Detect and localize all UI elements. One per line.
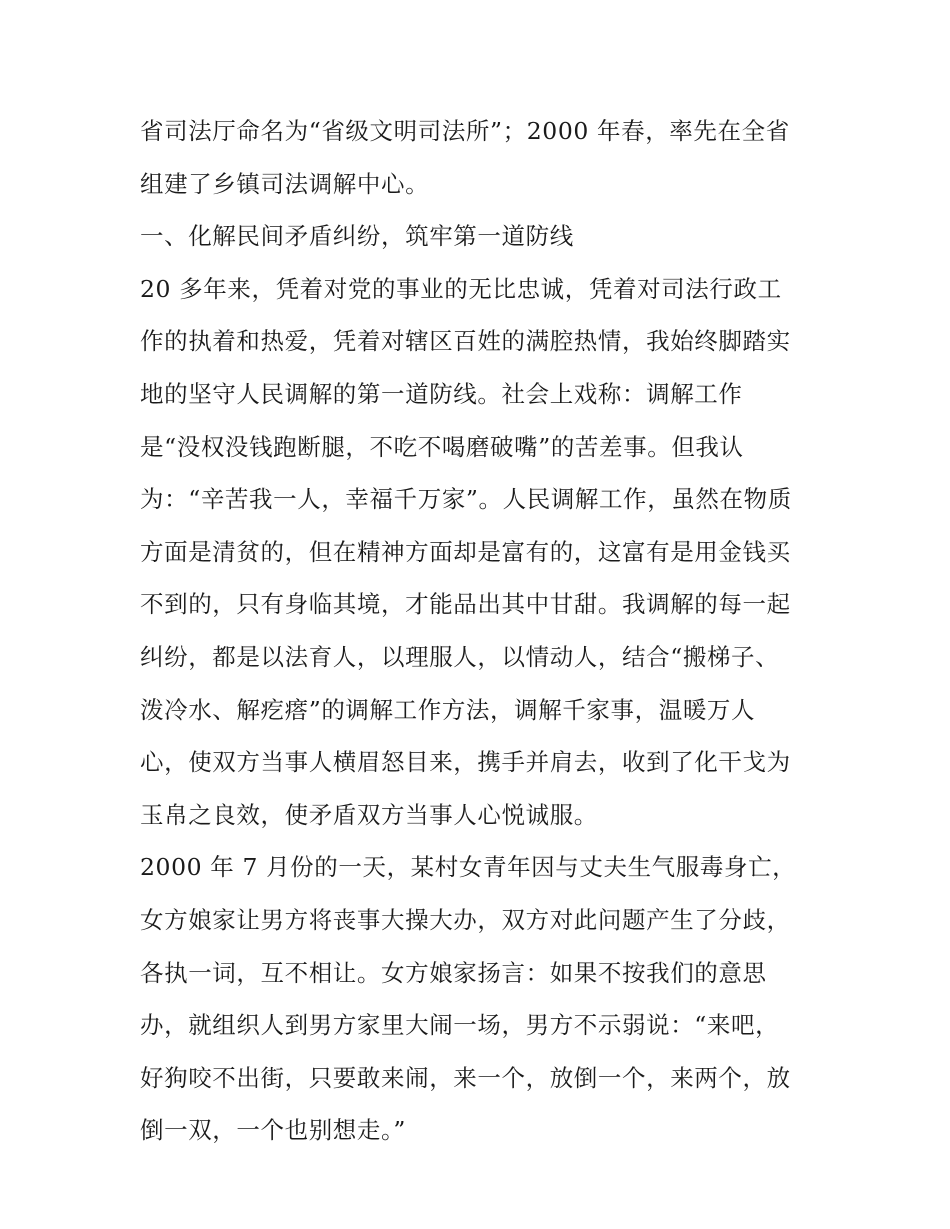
- text-line: 方面是清贫的，但在精神方面却是富有的，这富有是用金钱买: [140, 537, 791, 566]
- text-line: 好狗咬不出街，只要敢来闹，来一个，放倒一个，来两个，放: [140, 1063, 791, 1092]
- text-line: 玉帛之良效，使矛盾双方当事人心悦诚服。: [140, 800, 598, 829]
- text-line: 女方娘家让男方将丧事大操大办，双方对此问题产生了分歧，: [140, 905, 791, 934]
- text-line: 心，使双方当事人横眉怒目来，携手并肩去，收到了化干戈为: [140, 748, 791, 777]
- document-body: [140, 105, 820, 1157]
- text-line: 纠纷，都是以法育人，以理服人，以情动人，结合“搬梯子、: [140, 642, 780, 671]
- text-line: 20 多年来，凭着对党的事业的无比忠诚，凭着对司法行政工: [140, 274, 782, 303]
- text-line: 2000 年 7 月份的一天，某村女青年因与丈夫生气服毒身亡，: [140, 853, 797, 882]
- text-line: 为：“辛苦我一人，幸福千万家”。人民调解工作，虽然在物质: [140, 485, 792, 514]
- text-line: 作的执着和热爱，凭着对辖区百姓的满腔热情，我始终脚踏实: [140, 327, 791, 356]
- text-line: 倒一双，一个也别想走。”: [140, 1116, 406, 1145]
- section-heading: 一、化解民间矛盾纠纷，筑牢第一道防线: [140, 222, 574, 251]
- text-line: 省司法厅命名为“省级文明司法所”；2000 年春，率先在全省: [140, 117, 790, 145]
- text-line: 各执一词，互不相让。女方娘家扬言：如果不按我们的意思: [140, 958, 767, 987]
- text-line: 不到的，只有身临其境，才能品出其中甘甜。我调解的每一起: [140, 590, 791, 619]
- text-line: 地的坚守人民调解的第一道防线。社会上戏称：调解工作: [140, 379, 743, 408]
- text-line: 组建了乡镇司法调解中心。: [140, 169, 430, 198]
- text-line: 办，就组织人到男方家里大闹一场，男方不示弱说：“来吧，: [140, 1011, 780, 1040]
- text-line: 是“没权没钱跑断腿，不吃不喝磨破嘴”的苦差事。但我认: [140, 432, 744, 461]
- text-line: 泼冷水、解疙瘩”的调解工作方法，调解千家事，温暖万人: [140, 695, 756, 724]
